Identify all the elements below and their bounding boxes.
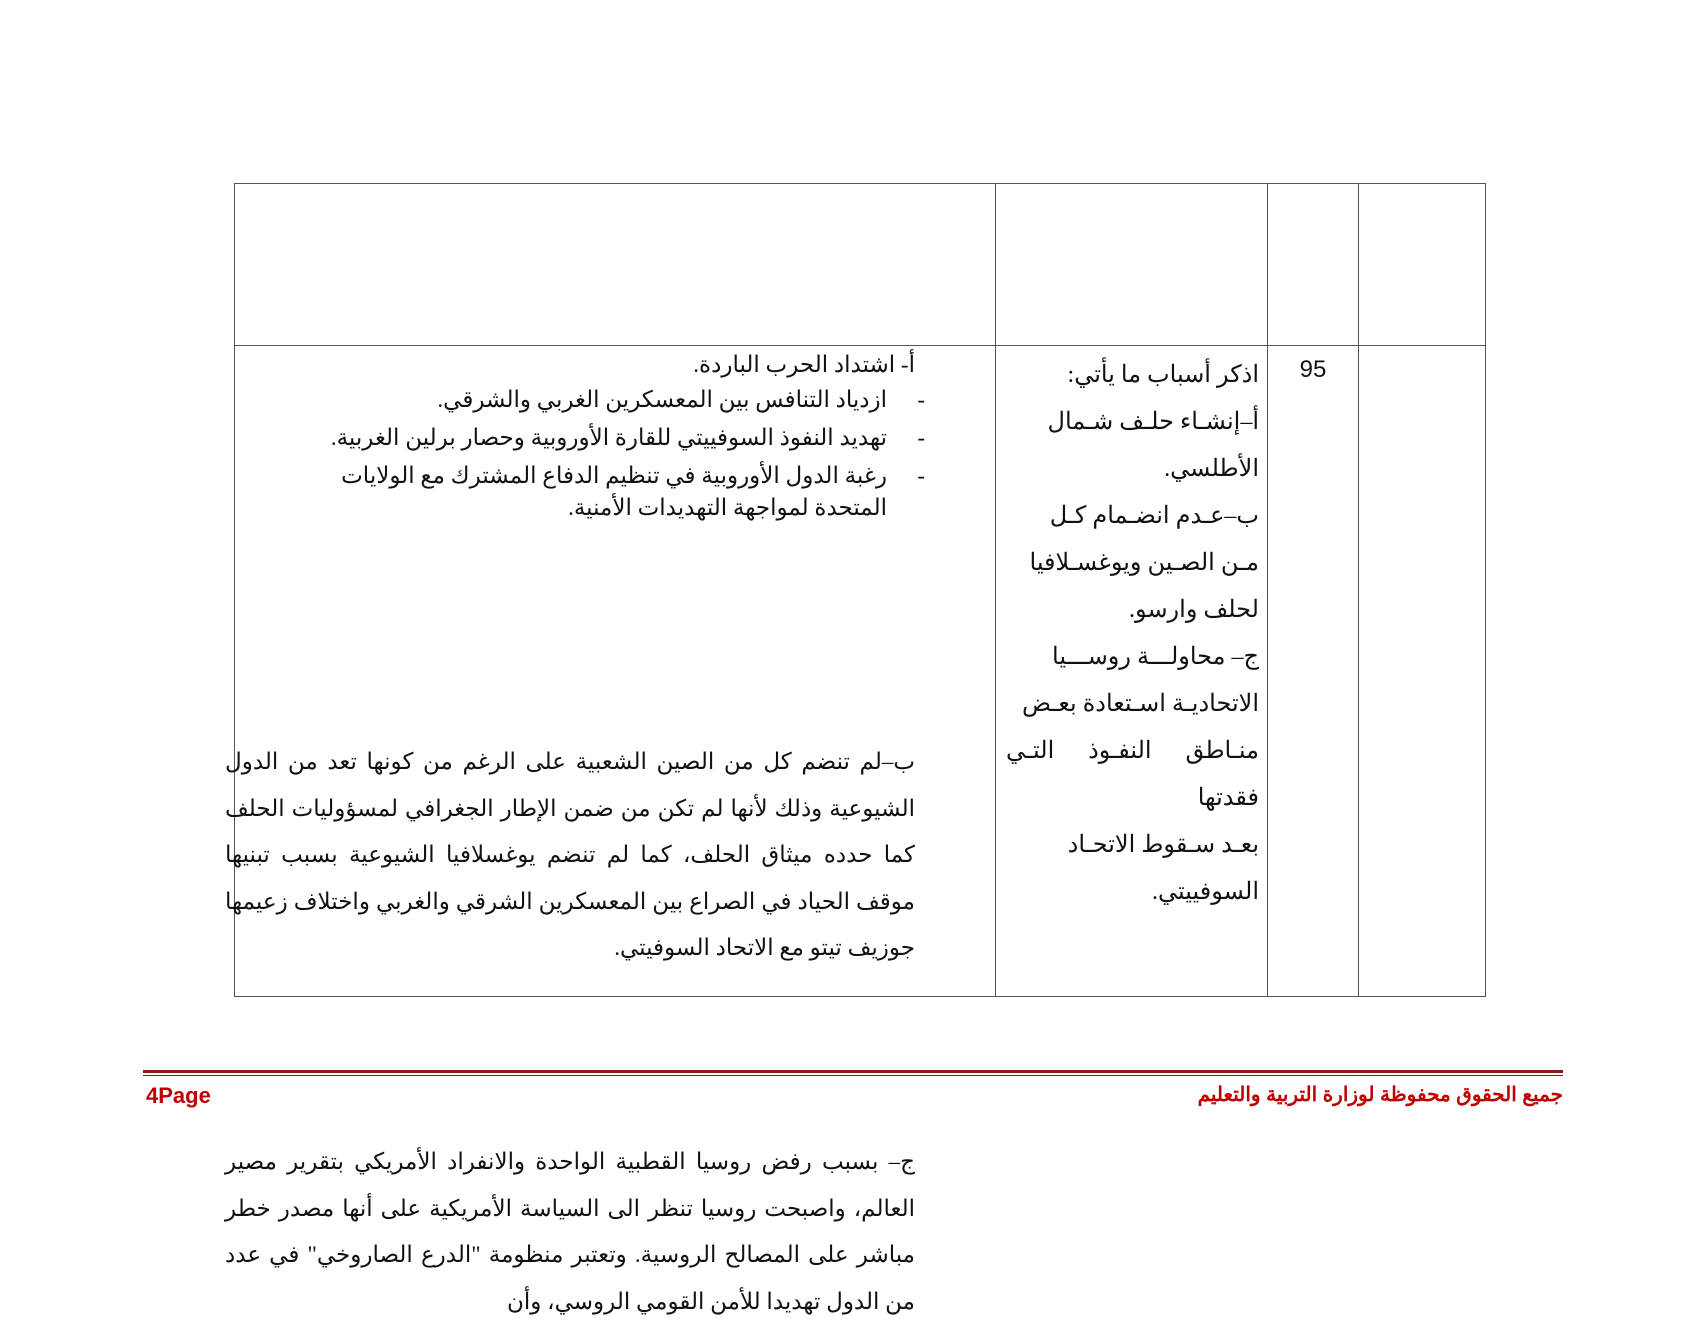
answer-c-paragraph: ج– بسبب رفض روسيا القطبية الواحدة والانفراد الأمريكي بتقرير مصير العالم، واصبحت روسيا تنظر الى السياسة الأمريكية على أنها مصدر خطر مباشر على المصالح الروسية. وتعتبر منظومة "الدرع الصاروخي" في عدد من الدول تهديدا للأمن القومي الروسي، وأن bbox=[225, 1149, 915, 1314]
question-line: السوفييتي. bbox=[1152, 879, 1259, 905]
bullet-text: ازدياد التنافس بين المعسكرين الغربي والشرقي. bbox=[437, 387, 887, 412]
table-row-95 bbox=[235, 346, 1486, 997]
cell-answer bbox=[225, 346, 996, 1314]
bullet-dash: - bbox=[917, 463, 925, 488]
list-item bbox=[295, 422, 925, 454]
table-row-empty bbox=[235, 184, 1486, 346]
bullet-text: رغبة الدول الأوروبية في تنظيم الدفاع المشترك مع الولايات المتحدة لمواجهة التهديدات الأمنية. bbox=[341, 463, 887, 520]
footer-divider bbox=[143, 1070, 1563, 1073]
bullet-text: تهديد النفوذ السوفييتي للقارة الأوروبية وحصار برلين الغربية. bbox=[330, 425, 887, 450]
cell-number-empty bbox=[1268, 184, 1359, 346]
question-line: ج– محاولـــة روســـيا bbox=[1052, 644, 1259, 670]
answer-a-bullets bbox=[295, 384, 925, 530]
question-line: لحلف وارسو. bbox=[1129, 597, 1259, 623]
question-line: بعـد سـقوط الاتحـاد bbox=[1067, 832, 1259, 858]
cell-index bbox=[1359, 346, 1486, 997]
question-line: الاتحاديـة اسـتعادة بعـض bbox=[1022, 691, 1259, 717]
question-line: الأطلسي. bbox=[1164, 456, 1259, 482]
cell-index-empty bbox=[1359, 184, 1486, 346]
question-text bbox=[996, 346, 1267, 916]
answer-b-paragraph: ب–لم تنضم كل من الصين الشعبية على الرغم من كونها تعد من الدول الشيوعية وذلك لأنها لم تكن من ضمن الإطار الجغرافي لمسؤوليات الحلف كما حدده ميثاق الحلف، كما لم تنضم يوغسلافيا الشيوعية بسبب تبنيها موقف الحياد في الصراع بين المعسكرين الشرقي والغربي واختلاف زعيمها جوزيف تيتو مع الاتحاد السوفيتي. bbox=[225, 749, 915, 960]
list-item bbox=[295, 460, 925, 524]
copyright-notice: جميع الحقوق محفوظة لوزارة التربية والتعليم bbox=[1197, 1084, 1563, 1106]
cell-question bbox=[996, 346, 1268, 997]
answer-text bbox=[225, 346, 995, 1314]
cell-answer-empty bbox=[235, 184, 996, 346]
question-line: منـاطق النفـوذ التـي فقدتها bbox=[1006, 738, 1259, 811]
bullet-dash: - bbox=[917, 387, 925, 412]
question-line: أ–إنشـاء حلـف شـمال bbox=[1047, 409, 1259, 435]
cell-question-empty bbox=[996, 184, 1268, 346]
page-number: 4Page bbox=[146, 1083, 211, 1108]
answer-a-heading: أ- اشتداد الحرب الباردة. bbox=[693, 352, 915, 377]
question-line: اذكر أسباب ما يأتي: bbox=[1067, 362, 1259, 388]
footer-divider-thin bbox=[143, 1075, 1563, 1076]
cell-number bbox=[1268, 346, 1359, 997]
question-line: مـن الصـين ويوغسـلافيا bbox=[1029, 550, 1259, 576]
question-line: ب–عـدم انضـمام كـل bbox=[1049, 503, 1259, 529]
bullet-dash: - bbox=[917, 425, 925, 450]
list-item bbox=[295, 384, 925, 416]
question-number: 95 bbox=[1299, 356, 1327, 383]
